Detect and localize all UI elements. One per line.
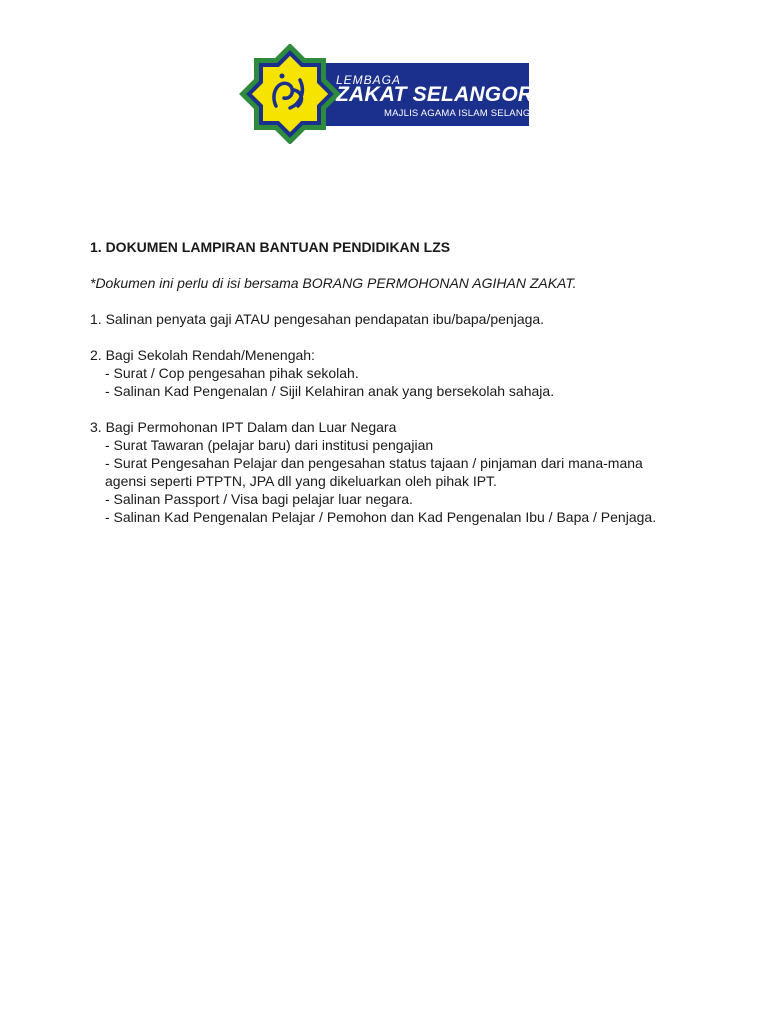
item-1: 1. Salinan penyata gaji ATAU pengesahan pendapatan ibu/bapa/penjaga. [90,311,545,327]
document-title: 1. DOKUMEN LAMPIRAN BANTUAN PENDIDIKAN LZS [90,239,451,255]
logo-small-text: LEMBAGA [336,73,402,87]
item-3-sub: - Salinan Passport / Visa bagi pelajar luar negara. [105,491,413,507]
item-2-sub: - Surat / Cop pengesahan pihak sekolah. [105,365,359,381]
document-note: *Dokumen ini perlu di isi bersama BORANG PERMOHONAN AGIHAN ZAKAT. [90,275,577,291]
item-2-heading: 2. Bagi Sekolah Rendah/Menengah: [90,347,315,363]
item-3-heading: 3. Bagi Permohonan IPT Dalam dan Luar Negara [90,419,397,435]
logo-title: ZAKAT SELANGOR [336,83,534,106]
item-2-sub: - Salinan Kad Pengenalan / Sijil Kelahiran anak yang bersekolah sahaja. [105,383,555,399]
logo-subtitle: MAJLIS AGAMA ISLAM SELANGOR [384,108,546,119]
item-3-sub: - Surat Pengesahan Pelajar dan pengesahan status tajaan / pinjaman dari mana-mana agensi seperti PTPTN, JPA dll yang dikeluarkan oleh pihak IPT. [105,455,643,489]
item-3-sub: - Salinan Kad Pengenalan Pelajar / Pemohon dan Kad Pengenalan Ibu / Bapa / Penjaga. [105,509,657,525]
document-body [90,238,670,526]
item-3-sub: - Surat Tawaran (pelajar baru) dari institusi pengajian [105,437,434,453]
